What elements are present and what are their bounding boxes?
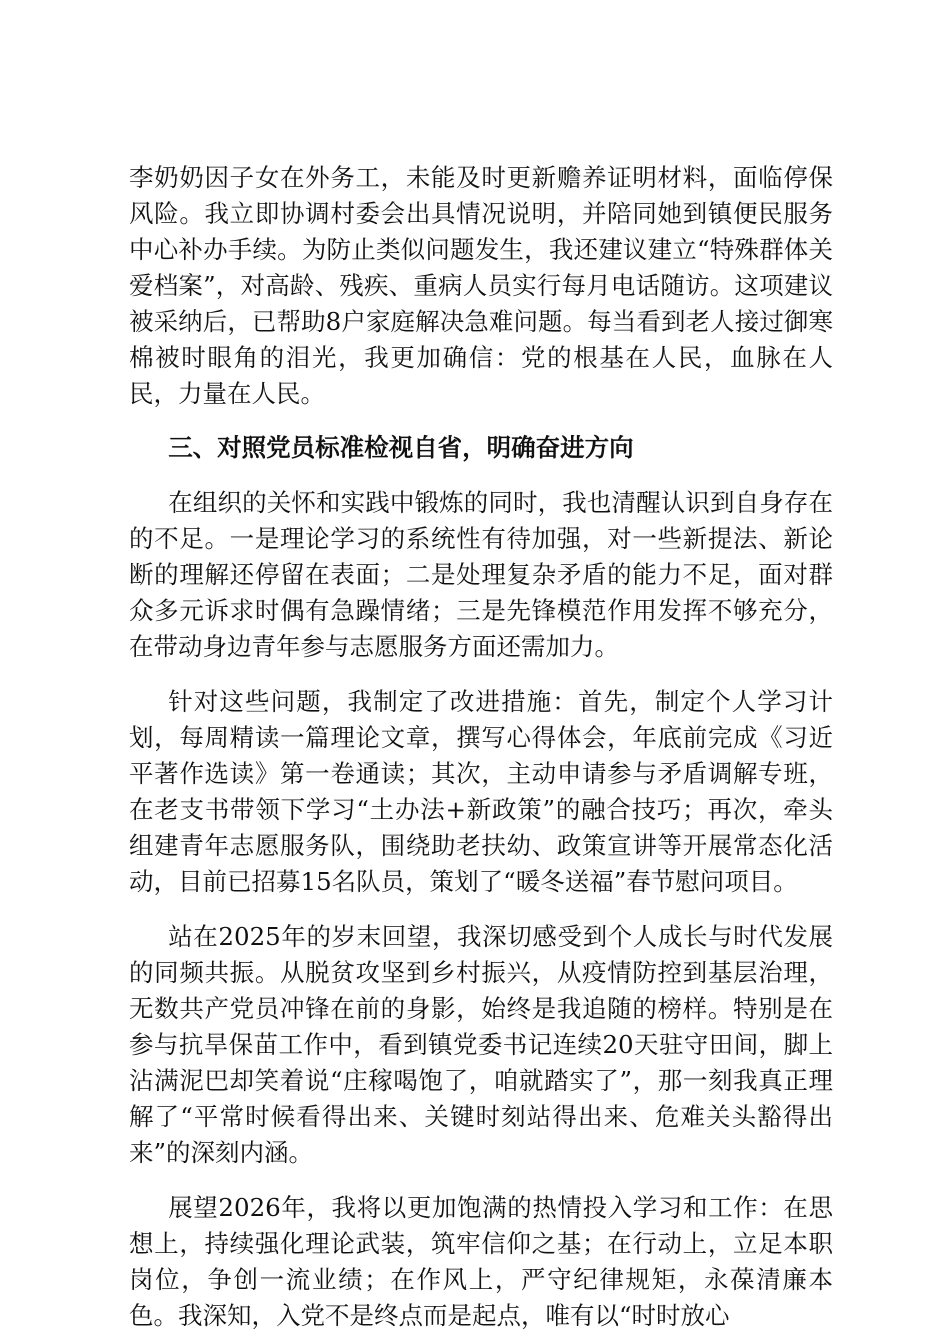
body-paragraph: 站在2025年的岁末回望，我深切感受到个人成长与时代发展的同频共振。从脱贫攻坚到乡村振兴，从疫情防控到基层治理，无数共产党员冲锋在前的身影，始终是我追随的榜样。特别是在参与抗旱保苗工作中，看到镇党委书记连续20天驻守田间，脚上沾满泥巴却笑着说“庄稼喝饱了，咱就踏实了”，那一刻我真正理解了“平常时候看得出来、关键时刻站得出来、危难关头豁得出来”的深刻内涵。 (129, 922, 833, 1167)
body-paragraph: 展望2026年，我将以更加饱满的热情投入学习和工作：在思想上，持续强化理论武装，筑牢信仰之基；在行动上，立足本职岗位，争创一流业绩；在作风上，严守纪律规矩，永葆清廉本色。我深知，入党不是终点而是起点，唯有以“时时放心 (129, 1193, 833, 1330)
document-body (129, 160, 833, 1334)
body-paragraph-continued: 李奶奶因子女在外务工，未能及时更新赡养证明材料，面临停保风险。我立即协调村委会出具情况说明，并陪同她到镇便民服务中心补办手续。为防止类似问题发生，我还建议建立“特殊群体关爱档案”，对高龄、残疾、重病人员实行每月电话随访。这项建议被采纳后，已帮助8户家庭解决急难问题。每当看到老人接过御寒棉被时眼角的泪光，我更加确信：党的根基在人民，血脉在人民，力量在人民。 (129, 163, 833, 408)
body-paragraph: 在组织的关怀和实践中锻炼的同时，我也清醒认识到自身存在的不足。一是理论学习的系统性有待加强，对一些新提法、新论断的理解还停留在表面；二是处理复杂矛盾的能力不足，面对群众多元诉求时偶有急躁情绪；三是先锋模范作用发挥不够充分，在带动身边青年参与志愿服务方面还需加力。 (129, 488, 833, 661)
body-paragraph: 针对这些问题，我制定了改进措施：首先，制定个人学习计划，每周精读一篇理论文章，撰写心得体会，年底前完成《习近平著作选读》第一卷通读；其次，主动申请参与矛盾调解专班，在老支书带领下学习“土办法+新政策”的融合技巧；再次，牵头组建青年志愿服务队，围绕助老扶幼、政策宣讲等开展常态化活动，目前已招募15名队员，策划了“暖冬送福”春节慰问项目。 (129, 687, 833, 896)
section-heading: 三、对照党员标准检视自省，明确奋进方向 (168, 433, 634, 462)
